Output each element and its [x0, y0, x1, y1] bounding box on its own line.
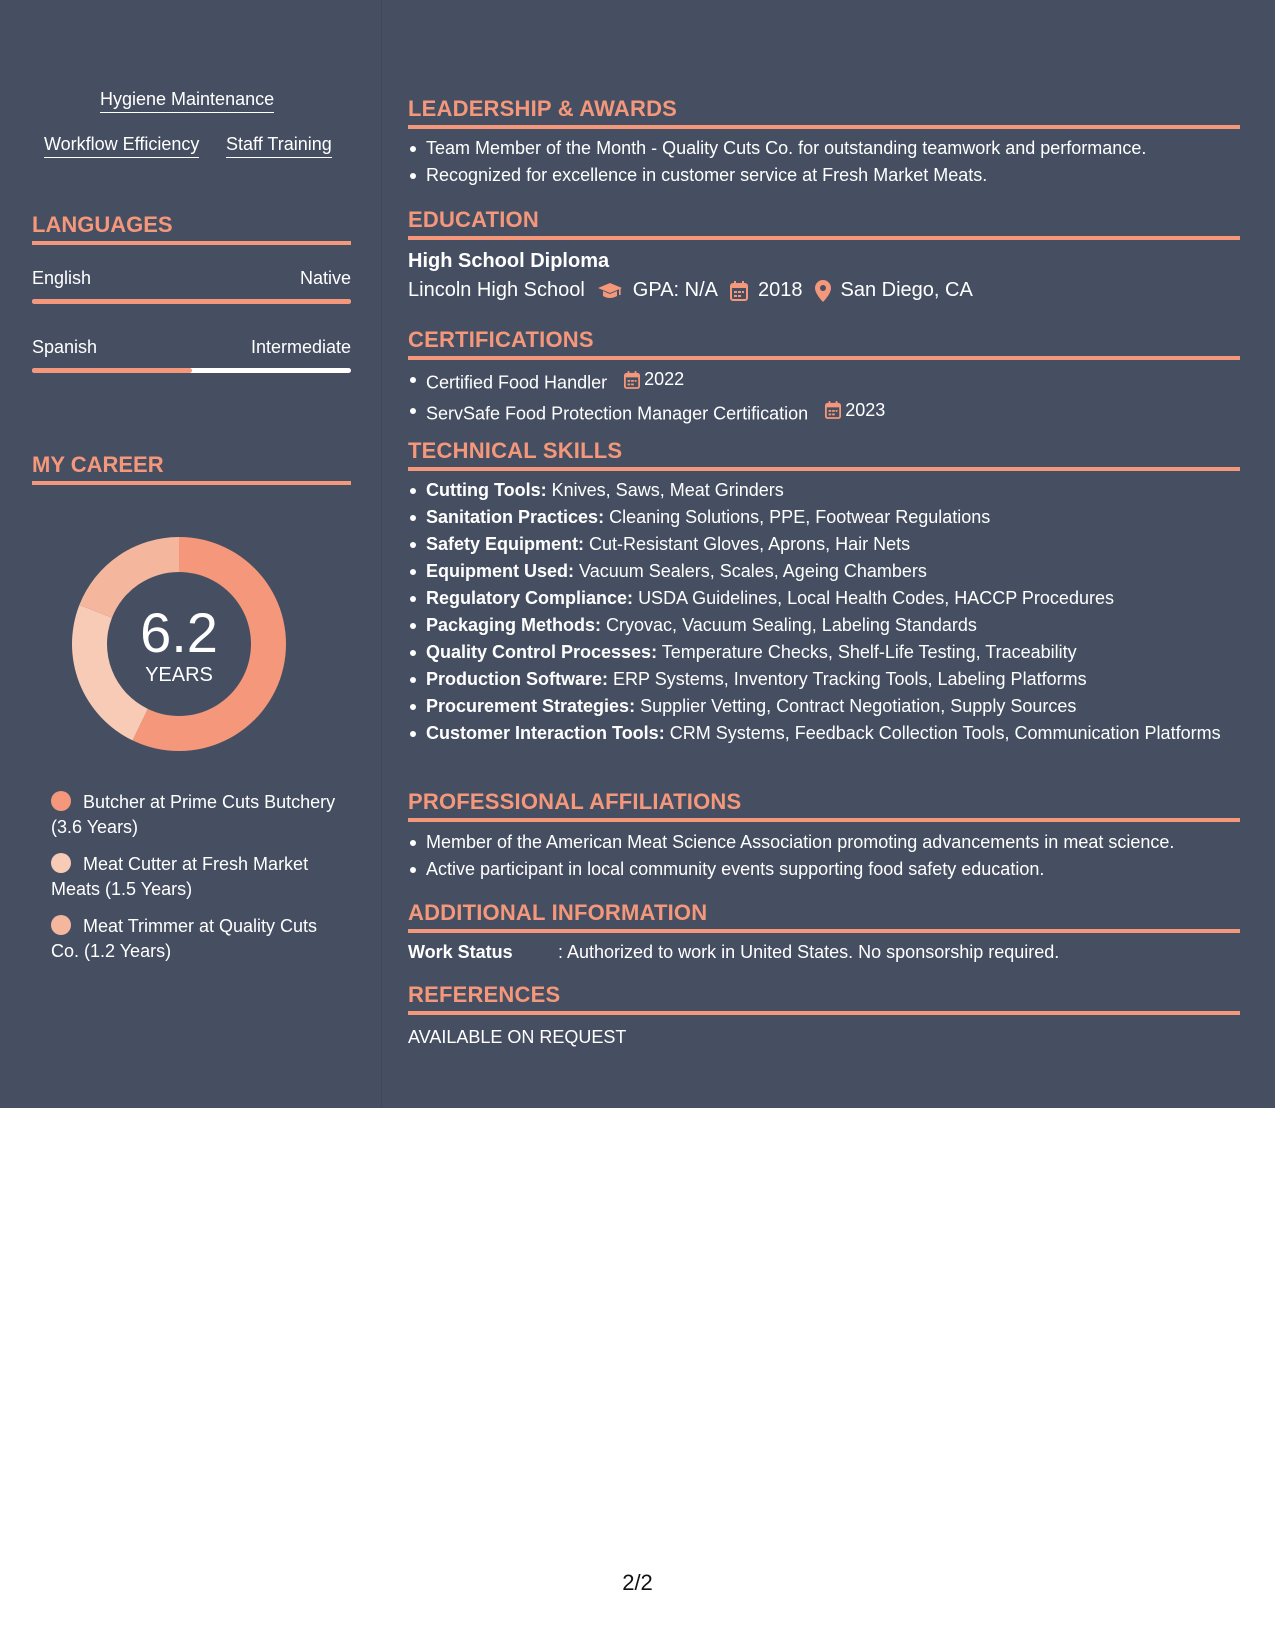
skill-label: Safety Equipment: — [426, 534, 585, 554]
list-item — [408, 612, 1240, 639]
list-item — [408, 666, 1240, 693]
list-item — [408, 720, 1240, 747]
certification-year: 2023 — [845, 399, 886, 420]
list-item — [408, 693, 1240, 720]
references-text: AVAILABLE ON REQUEST — [408, 1027, 627, 1047]
certification-name: Certified Food Handler — [426, 372, 608, 393]
skill-value: Vacuum Sealers, Scales, Ageing Chambers — [579, 561, 927, 581]
skill-label: Cutting Tools: — [426, 480, 547, 500]
skill-value: Temperature Checks, Shelf-Life Testing, Traceability — [661, 642, 1077, 662]
skill-label: Quality Control Processes: — [426, 642, 658, 662]
technical-skills-list — [408, 477, 1240, 747]
skill-value: Supplier Vetting, Contract Negotiation, Supply Sources — [640, 696, 1077, 716]
affiliations-list — [408, 829, 1240, 883]
list-item: Member of the American Meat Science Association promoting advancements in meat science. — [408, 829, 1240, 856]
additional-info-heading: ADDITIONAL INFORMATION — [408, 900, 1240, 933]
work-status-row — [408, 942, 1059, 963]
list-item: Team Member of the Month - Quality Cuts Co. for outstanding teamwork and performance. — [408, 135, 1240, 162]
skill-label: Production Software: — [426, 669, 609, 689]
skill-label: Procurement Strategies: — [426, 696, 636, 716]
career-total-unit: YEARS — [145, 664, 213, 686]
career-item-text: Butcher at Prime Cuts Butchery (3.6 Years) — [51, 792, 336, 837]
language-level: Intermediate — [250, 337, 351, 357]
education-year: 2018 — [758, 279, 803, 301]
skill-tag: Hygiene Maintenance — [100, 89, 274, 113]
skill-value: Cryovac, Vacuum Sealing, Labeling Standards — [606, 615, 977, 635]
skill-tag: Staff Training — [226, 134, 332, 158]
skill-value: ERP Systems, Inventory Tracking Tools, Labeling Platforms — [613, 669, 1087, 689]
map-pin-icon — [815, 280, 831, 302]
skill-label: Customer Interaction Tools: — [426, 723, 665, 743]
list-item — [408, 477, 1240, 504]
skill-value: Knives, Saws, Meat Grinders — [551, 480, 784, 500]
career-list-item — [51, 914, 341, 964]
career-legend-dot — [51, 915, 71, 935]
list-item — [408, 558, 1240, 585]
skill-label: Equipment Used: — [426, 561, 575, 581]
language-level: Native — [299, 268, 351, 288]
skill-label: Packaging Methods: — [426, 615, 602, 635]
leadership-heading: LEADERSHIP & AWARDS — [408, 96, 1240, 129]
skill-label: Sanitation Practices: — [426, 507, 605, 527]
career-legend-dot — [51, 791, 71, 811]
certifications-heading: CERTIFICATIONS — [408, 327, 1240, 360]
list-item — [408, 531, 1240, 558]
page-number: 2/2 — [622, 1570, 653, 1595]
career-legend-dot — [51, 853, 71, 873]
sidebar — [0, 0, 382, 1108]
list-item — [408, 504, 1240, 531]
certifications-list — [408, 366, 1240, 427]
language-name: Spanish — [32, 337, 98, 357]
skill-value: USDA Guidelines, Local Health Codes, HACCP Procedures — [638, 588, 1114, 608]
language-row — [32, 268, 351, 289]
education-school: Lincoln High School — [408, 279, 585, 301]
certification-date — [825, 397, 885, 424]
skill-label: Regulatory Compliance: — [426, 588, 634, 608]
list-item: Recognized for excellence in customer service at Fresh Market Meats. — [408, 162, 1240, 189]
skill-value: Cleaning Solutions, PPE, Footwear Regulations — [609, 507, 991, 527]
career-heading: MY CAREER — [32, 452, 351, 485]
references-heading: REFERENCES — [408, 982, 1240, 1015]
technical-skills-heading: TECHNICAL SKILLS — [408, 438, 1240, 471]
list-item: Active participant in local community events supporting food safety education. — [408, 856, 1240, 883]
career-list-item — [51, 790, 341, 840]
education-details — [408, 279, 973, 302]
education-location: San Diego, CA — [840, 279, 973, 301]
graduation-cap-icon — [597, 281, 623, 301]
language-name: English — [32, 268, 92, 288]
career-total-value: 6.2 — [140, 601, 218, 664]
skill-tag: Workflow Efficiency — [44, 134, 199, 158]
language-bar — [32, 368, 351, 373]
language-bar-fill — [32, 368, 192, 373]
affiliations-heading: PROFESSIONAL AFFILIATIONS — [408, 789, 1240, 822]
calendar-icon — [730, 281, 748, 301]
list-item — [408, 585, 1240, 612]
career-item-text: Meat Cutter at Fresh Market Meats (1.5 Years) — [51, 854, 309, 899]
certification-name: ServSafe Food Protection Manager Certification — [426, 403, 809, 423]
language-row — [32, 337, 351, 358]
education-gpa: GPA: N/A — [632, 279, 718, 301]
work-status-value: : Authorized to work in United States. No sponsorship required. — [558, 942, 1060, 962]
calendar-icon — [624, 371, 640, 389]
skill-value: CRM Systems, Feedback Collection Tools, Communication Platforms — [669, 723, 1221, 743]
education-heading: EDUCATION — [408, 207, 1240, 240]
calendar-icon — [825, 401, 841, 419]
education-degree: High School Diploma — [408, 250, 610, 272]
career-list-item — [51, 852, 341, 902]
certification-date — [624, 366, 684, 393]
list-item — [408, 366, 1240, 397]
skill-value: Cut-Resistant Gloves, Aprons, Hair Nets — [589, 534, 911, 554]
leadership-list — [408, 135, 1240, 189]
language-bar — [32, 299, 351, 304]
list-item — [408, 639, 1240, 666]
work-status-label: Work Status — [408, 942, 513, 962]
certification-year: 2022 — [644, 369, 685, 389]
list-item — [408, 397, 1240, 428]
career-item-text: Meat Trimmer at Quality Cuts Co. (1.2 Years) — [51, 916, 318, 961]
languages-heading: LANGUAGES — [32, 212, 351, 245]
language-bar-fill — [32, 299, 351, 304]
